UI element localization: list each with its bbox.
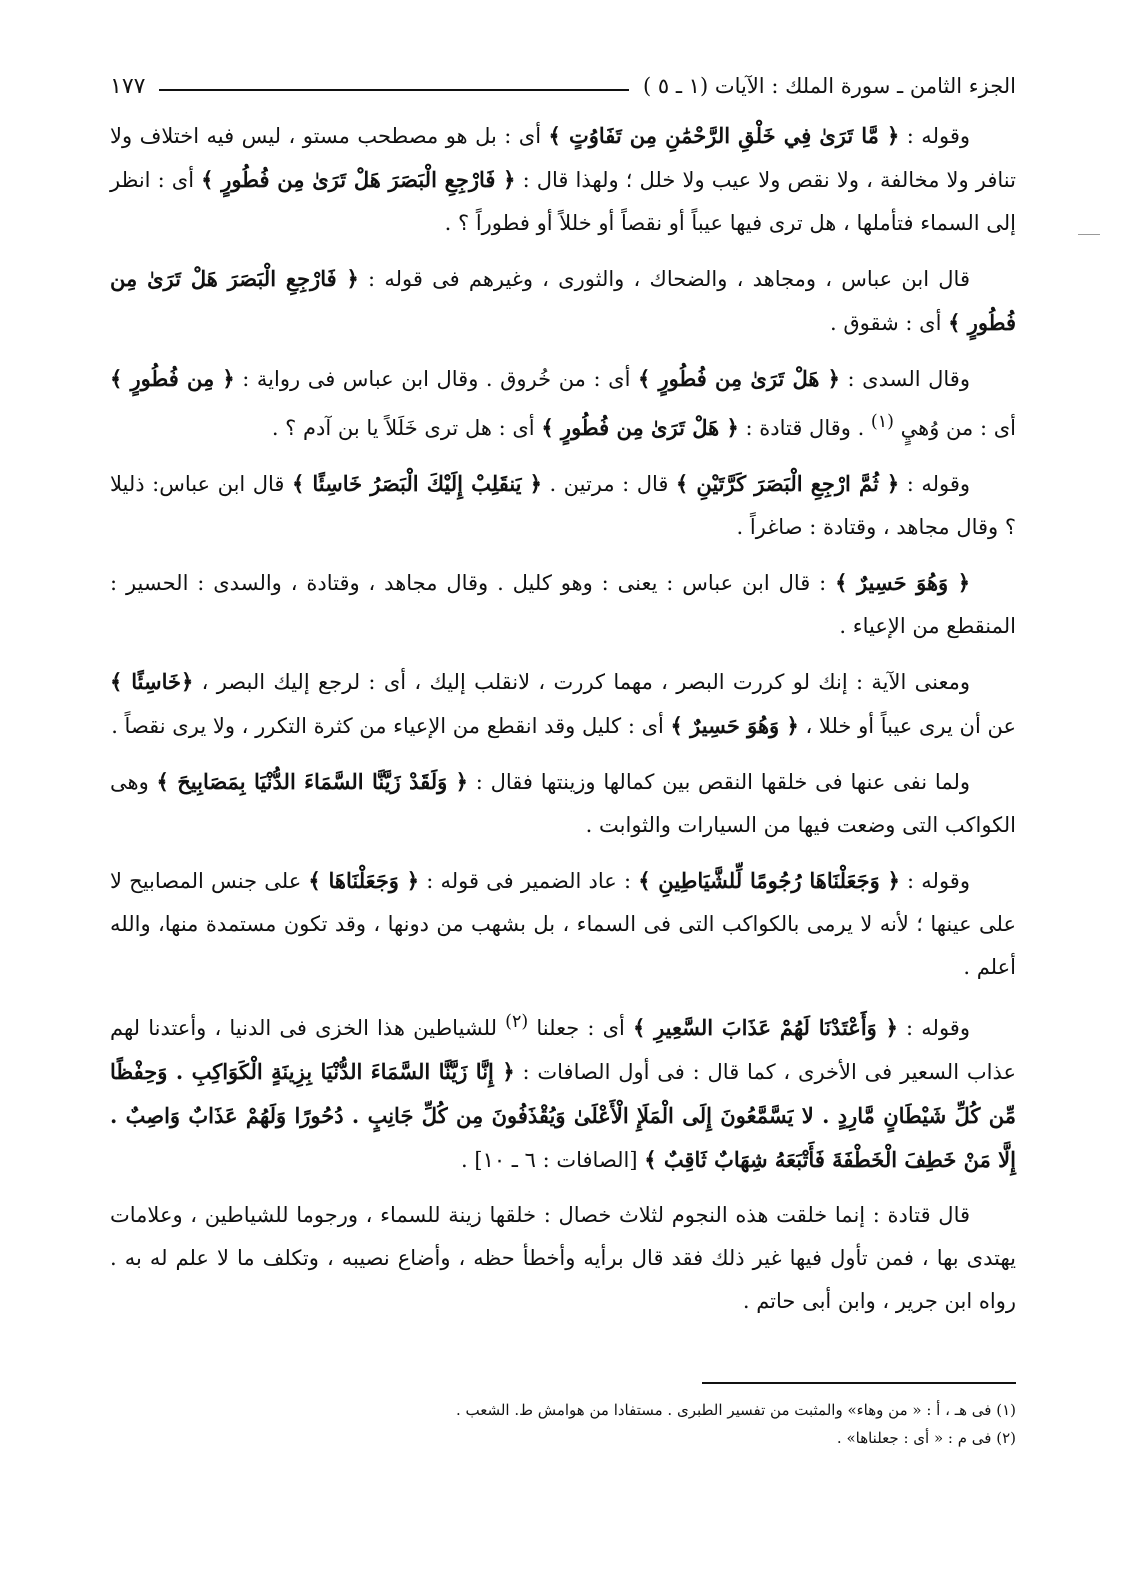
quran-quote: ﴿ إِنَّا زَيَّنَّا السَّمَاءَ الدُّنْيَا بِزِينَةٍ الْكَوَاكِبِ . وَحِفْظًا مِّن كُلِّ شَيْطَانٍ مَّارِدٍ . لا يَسَّمَّعُونَ إِلَى الْمَلَإِ الْأَعْلَىٰ وَيُقْذَفُونَ مِن كُلِّ جَانِبٍ . دُحُورًا وَلَهُمْ عَذَابٌ وَاصِبٌ . إِلَّا مَنْ خَطِفَ الْخَطْفَةَ فَأَتْبَعَهُ شِهَابٌ ثَاقِبٌ ﴾ [110,1059,1016,1172]
text-run: وقوله : [899,472,971,496]
quran-quote: ﴿ وَلَقَدْ زَيَّنَّا السَّمَاءَ الدُّنْيَا بِمَصَابِيحَ ﴾ [156,769,468,794]
text-run: أى : من خُروق . وقال ابن عباس فى رواية : [234,367,638,391]
quran-quote: ﴿ مَّا تَرَىٰ فِي خَلْقِ الرَّحْمَٰنِ مِن تَفَاوُتٍ ﴾ [548,123,900,148]
quran-quote: ﴿ فَارْجِعِ الْبَصَرَ هَلْ تَرَىٰ مِن فُطُورٍ ﴾ [201,167,516,192]
paragraph [110,462,1016,549]
text-run: وقوله : [899,869,970,893]
text-run: قال : مرتين . [541,472,676,496]
text-run: أى : انظر إلى السماء فتأملها ، هل ترى فيها عيباً أو نقصاً أو خللاً أو فطوراً ؟ . [110,168,1016,235]
quran-quote: ﴿ هَلْ تَرَىٰ مِن فُطُورٍ ﴾ [541,415,739,440]
quran-quote: ﴿ هَلْ تَرَىٰ مِن فُطُورٍ ﴾ [637,366,840,391]
paragraph [110,561,1016,648]
text-run: . وقال قتادة : [738,416,871,440]
quran-quote: ﴿ وَجَعَلْنَاهَا ﴾ [308,868,420,893]
page-number: ١٧٧ [110,73,146,99]
running-head [110,64,1016,108]
text-run: أى : شقوق . [830,311,949,335]
text-run: عن أن يرى عيباً أو خللا ، [798,714,1016,738]
quran-quote: ﴿ وَهُوَ حَسِيرٌ ﴾ [670,713,799,738]
quran-quote: ﴿ وَهُوَ حَسِيرٌ ﴾ [835,570,971,595]
text-run: وقوله : [899,124,970,148]
text-run: على جنس المصابيح لا على عينها ؛ لأنه لا يرمى بالكواكب التى فى السماء ، بل بشهب من دونها ، وقد تكون مستمدة منها، والله أعلم . [110,869,1016,979]
quran-quote: ﴿خَاسِئًا ﴾ [110,669,194,694]
text-run: : عاد الضمير فى قوله : [419,869,639,893]
text-run: وهى الكواكب التى وضعت فيها من السيارات والثوابت . [110,770,1016,837]
text-run: قال قتادة : إنما خلقت هذه النجوم لثلاث خصال : خلقها زينة للسماء ، ورجوما للشياطين ، وعلامات يهتدى بها ، فمن تأول فيها غير ذلك فقد قال برأيه وأخطأ حظه ، وأضاع نصيبه ، وتكلف ما لا علم له به . رواه ابن جرير ، وابن أبى حاتم . [110,1203,1016,1313]
text-run: أى : بل هو مصطحب مستو ، ليس فيه اختلاف ولا تنافر ولا مخالفة ، ولا نقص ولا عيب ولا خلل ؛ ولهذا قال : [110,124,1016,192]
paragraph [110,660,1016,748]
footnote-2: (٢) فى م : « أى : جعلناها» . [836,1429,1016,1447]
running-head-title: الجزء الثامن ـ سورة الملك : الآيات (١ ـ ٥ ) [643,74,1016,98]
quran-quote: ﴿ وَجَعَلْنَاهَا رُجُومًا لِّلشَّيَاطِينِ ﴾ [638,868,900,893]
text-run: وقال السدى : [839,367,970,391]
text-run: أى : جعلنا [528,1016,633,1040]
paragraph [110,760,1016,847]
quran-quote: ﴿ ثُمَّ ارْجِعِ الْبَصَرَ كَرَّتَيْنِ ﴾ [675,471,900,496]
text-run: ولما نفى عنها فى خلقها النقص بين كمالها وزينتها فقال : [468,770,970,794]
text-run: : قال ابن عباس : يعنى : وهو كليل . وقال مجاهد ، وقتادة ، والسدى : الحسير : المنقطع من الإعياء . [110,571,1016,638]
paragraph [110,257,1016,345]
margin-mark [1078,234,1100,235]
text-run: أى : كليل وقد انقطع من الإعياء من كثرة التكرر ، ولا يرى نقصاً . [111,714,671,738]
footnote-ref: (٢) [505,1012,529,1032]
text-run: ومعنى الآية : إنك لو كررت البصر ، مهما كررت ، لانقلب إليك ، أى : لرجع إليك البصر ، [193,670,970,694]
text-run: وقوله : [897,1016,970,1040]
text-run: قال ابن عباس ، ومجاهد ، والضحاك ، والثورى ، وغيرهم فى قوله : [358,267,970,291]
quran-quote: ﴿ مِن فُطُورٍ ﴾ [110,366,235,391]
quran-quote: ﴿ فَارْجِعِ الْبَصَرَ هَلْ تَرَىٰ مِن فُطُورٍ ﴾ [110,266,1016,335]
footnote-1: (١) فى هـ ، أ : « من وهاء» والمثبت من تفسير الطبرى . مستفادا من هوامش ط. الشعب . [455,1401,1016,1419]
quran-quote: ﴿ يَنقَلِبْ إِلَيْكَ الْبَصَرُ خَاسِئًا ﴾ [291,471,542,496]
paragraph [110,114,1016,245]
page [110,64,1016,1335]
footnote-ref: (١) [870,412,894,432]
paragraph [110,357,1016,450]
text-run: للشياطين هذا الخزى فى الدنيا ، وأعتدنا لهم عذاب السعير فى الأخرى ، كما قال : فى أول الصافات : [110,1016,1017,1084]
text-run: [الصافات : ٦ ـ ١٠] . [461,1148,645,1172]
text-run: أى : هل ترى خَلَلاً يا بن آدم ؟ . [271,416,542,440]
paragraph [110,1001,1016,1182]
text-run: أى : من وُهيٍ [893,416,1016,440]
paragraph [110,1194,1016,1323]
footnote-rule [702,1382,1016,1384]
footnotes [110,1396,1016,1452]
quran-quote: ﴿ وَأَعْتَدْنَا لَهُمْ عَذَابَ السَّعِيرِ ﴾ [633,1015,898,1040]
running-head-rule [159,89,629,91]
paragraph [110,859,1016,989]
text-run: قال ابن عباس: ذليلا ؟ وقال مجاهد ، وقتادة : صاغراً . [110,472,1016,539]
body-text [110,114,1016,1323]
